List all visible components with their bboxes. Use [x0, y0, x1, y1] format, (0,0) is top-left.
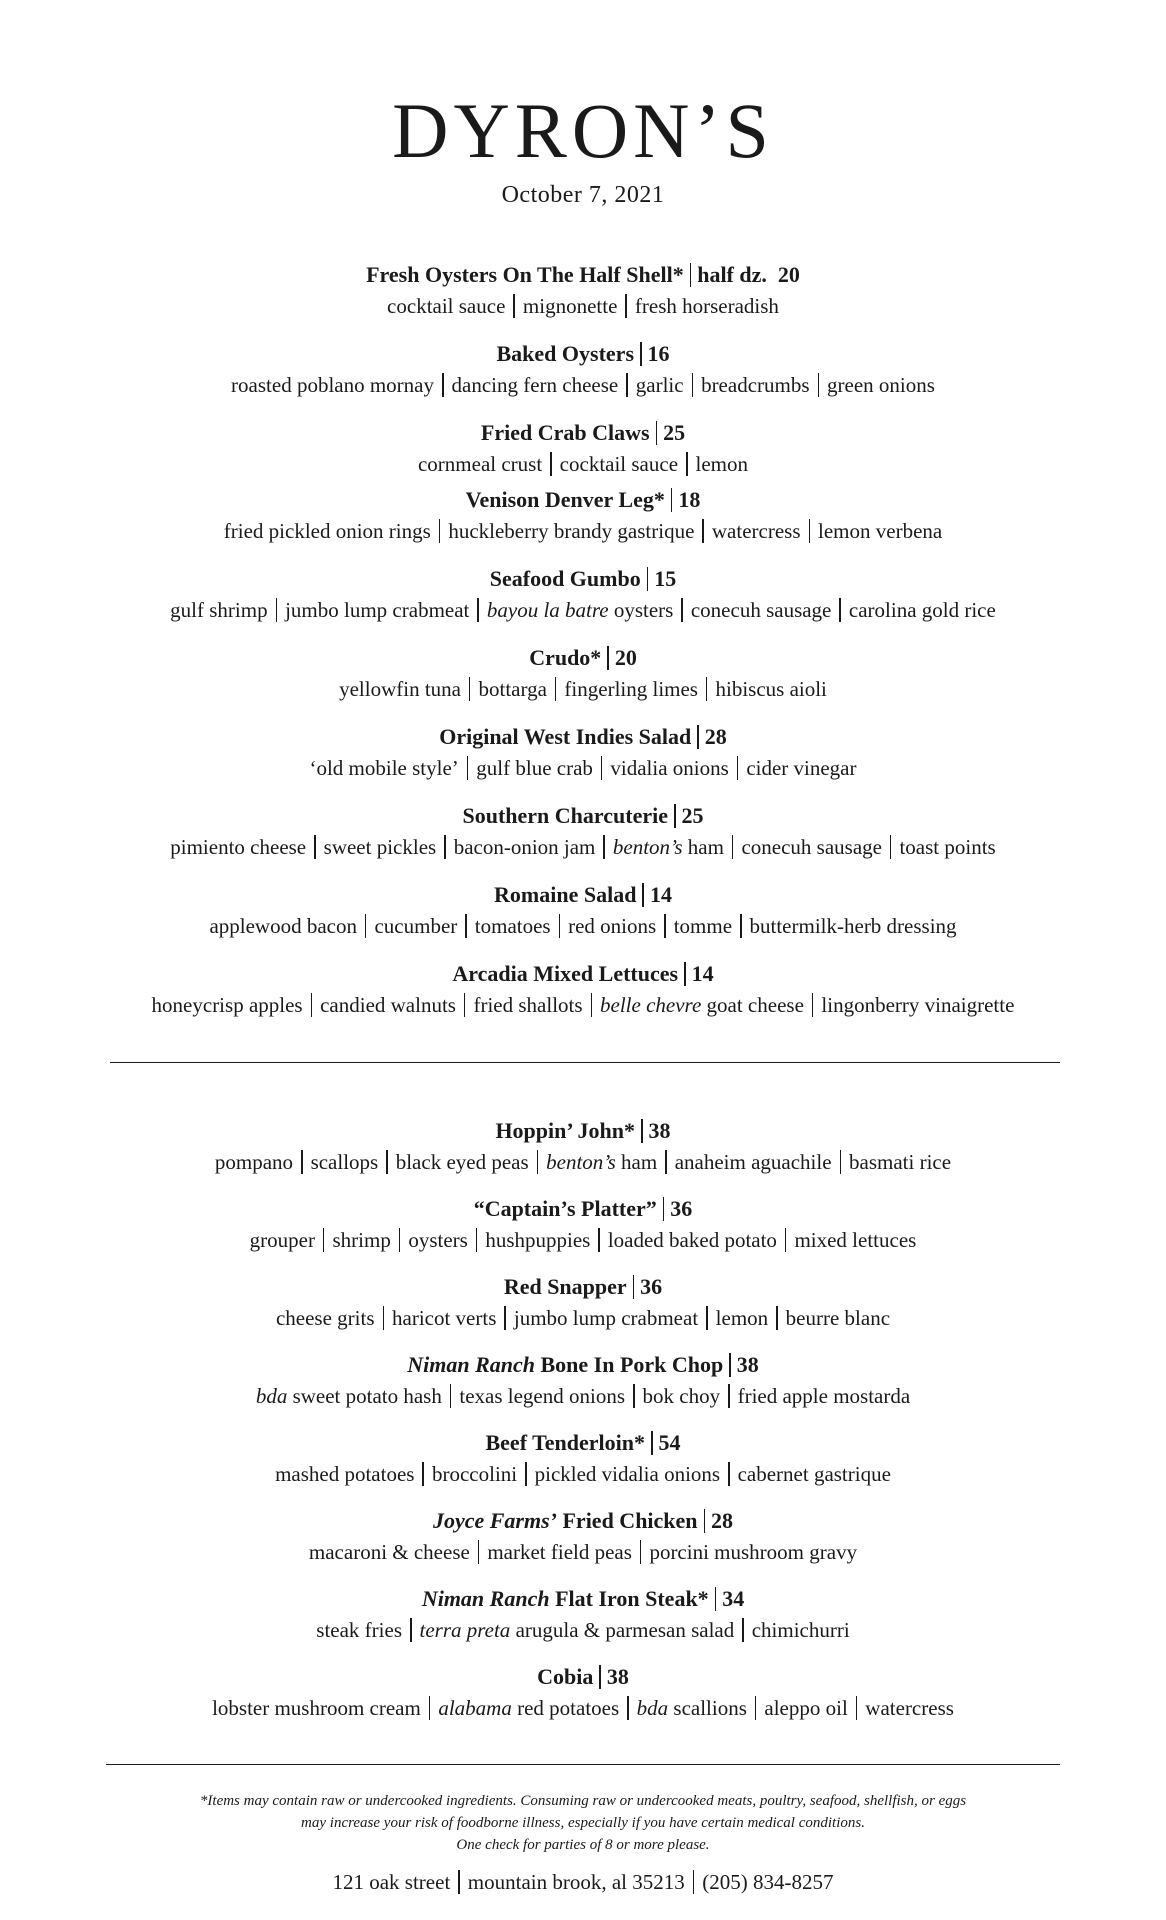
menu-item-southern-charcuterie: [0, 803, 1166, 861]
ingredient: pickled vidalia onions: [534, 1462, 721, 1486]
item-name: “Captain’s Platter”: [473, 1196, 657, 1221]
separator: [732, 835, 734, 859]
ingredient: fingerling limes: [564, 677, 698, 701]
separator: [626, 373, 628, 397]
item-price: 14: [649, 882, 672, 907]
item-name-line: [0, 1196, 1166, 1222]
separator: [598, 1228, 600, 1252]
item-name-line: [0, 1664, 1166, 1690]
separator: [467, 756, 469, 780]
separator: [674, 804, 676, 828]
separator: [627, 1696, 629, 1720]
separator: [663, 1197, 665, 1221]
item-name: Fried Crab Claws: [480, 420, 650, 445]
separator: [429, 1696, 431, 1720]
ingredient: fried pickled onion rings: [223, 519, 431, 543]
item-description: [0, 991, 1166, 1019]
ingredient: lobster mushroom cream: [212, 1696, 421, 1720]
menu-item-fried-crab-claws: [0, 420, 1166, 478]
separator: [422, 1462, 424, 1486]
ingredient: tomatoes: [474, 914, 551, 938]
item-price: 25: [681, 803, 704, 828]
item-description: [0, 450, 1166, 478]
item-name: Crudo*: [529, 645, 602, 670]
separator: [311, 993, 313, 1017]
ingredient: loaded baked potato: [607, 1228, 777, 1252]
ingredient: green onions: [827, 373, 935, 397]
menu-item-cobia: [0, 1664, 1166, 1722]
ingredient: watercress: [711, 519, 801, 543]
item-price: 15: [654, 566, 677, 591]
separator: [399, 1228, 401, 1252]
separator: [740, 914, 742, 938]
item-price: 28: [711, 1508, 734, 1533]
ingredient-origin: benton’s: [546, 1150, 616, 1174]
ingredient-origin: alabama: [438, 1696, 512, 1720]
ingredient-origin: terra preta: [419, 1618, 511, 1642]
ingredient: oysters: [408, 1228, 468, 1252]
separator: [314, 835, 316, 859]
ingredient: honeycrisp apples: [151, 993, 303, 1017]
ingredient: tomme: [673, 914, 733, 938]
ingredient: cheese grits: [275, 1306, 375, 1330]
separator: [513, 294, 515, 318]
disclaimer-line: may increase your risk of foodborne illness, especially if you have certain medical conditions.: [301, 1815, 865, 1831]
separator: [386, 1150, 388, 1174]
item-name-line: [0, 1430, 1166, 1456]
item-description: [0, 1382, 1166, 1410]
ingredient: carolina gold rice: [848, 598, 996, 622]
separator: [504, 1306, 506, 1330]
separator: [706, 1306, 708, 1330]
ingredient: pompano: [214, 1150, 294, 1174]
separator: [690, 263, 692, 287]
item-price: 16: [647, 341, 670, 366]
address-line: [0, 1870, 1166, 1895]
ingredient: lemon: [695, 452, 749, 476]
ingredient: jumbo lump crabmeat: [285, 598, 470, 622]
menu-item-arcadia-lettuces: [0, 961, 1166, 1019]
street-address: 121 oak street: [332, 1870, 451, 1894]
ingredient: toast points: [899, 835, 996, 859]
separator: [603, 835, 605, 859]
menu-item-romaine-salad: [0, 882, 1166, 940]
separator: [715, 1587, 717, 1611]
item-name-line: [0, 341, 1166, 367]
item-name: Baked Oysters: [496, 341, 634, 366]
item-description: [0, 1226, 1166, 1254]
item-name-line: [0, 961, 1166, 987]
ingredient: ham: [621, 1150, 658, 1174]
separator: [625, 294, 627, 318]
ingredient: cucumber: [374, 914, 458, 938]
separator: [737, 756, 739, 780]
item-name-line: [0, 724, 1166, 750]
separator: [665, 1150, 667, 1174]
item-name: Fresh Oysters On The Half Shell*: [366, 262, 684, 287]
separator: [450, 1384, 452, 1408]
ingredient: ‘old mobile style’: [309, 756, 459, 780]
item-name-line: [0, 803, 1166, 829]
item-description: [0, 833, 1166, 861]
menu-item-red-snapper: [0, 1274, 1166, 1332]
separator: [633, 1384, 635, 1408]
item-name: Cobia: [537, 1664, 594, 1689]
separator: [410, 1618, 412, 1642]
ingredient: cabernet gastrique: [737, 1462, 891, 1486]
ingredient: cider vinegar: [746, 756, 857, 780]
ingredient: vidalia onions: [610, 756, 729, 780]
item-price: 28: [704, 724, 727, 749]
disclaimer: [0, 1790, 1166, 1856]
separator: [525, 1462, 527, 1486]
separator: [809, 519, 811, 543]
item-price: 25: [663, 420, 686, 445]
item-name: Beef Tenderloin*: [485, 1430, 645, 1455]
separator: [812, 993, 814, 1017]
ingredient: hushpuppies: [485, 1228, 591, 1252]
ingredient: red potatoes: [517, 1696, 620, 1720]
item-name-line: [0, 1274, 1166, 1300]
ingredient: ham: [687, 835, 724, 859]
menu-item-fresh-oysters: [0, 262, 1166, 320]
item-description: [0, 1616, 1166, 1644]
ingredient: steak fries: [316, 1618, 402, 1642]
item-description: [0, 292, 1166, 320]
item-name-line: [0, 645, 1166, 671]
separator: [681, 598, 683, 622]
item-description: [0, 1304, 1166, 1332]
separator: [301, 1150, 303, 1174]
item-name: Original West Indies Salad: [439, 724, 692, 749]
ingredient: arugula & parmesan salad: [515, 1618, 735, 1642]
menu-item-beef-tenderloin: [0, 1430, 1166, 1488]
ingredient: basmati rice: [849, 1150, 952, 1174]
separator: [728, 1384, 730, 1408]
ingredient: applewood bacon: [209, 914, 357, 938]
item-name-line: [0, 1352, 1166, 1378]
ingredient: broccolini: [431, 1462, 518, 1486]
ingredient: hibiscus aioli: [715, 677, 827, 701]
ingredient: mixed lettuces: [794, 1228, 917, 1252]
section-divider: [110, 1062, 1060, 1063]
item-description: [0, 675, 1166, 703]
ingredient: watercress: [865, 1696, 954, 1720]
separator: [640, 342, 642, 366]
item-name: Red Snapper: [503, 1274, 627, 1299]
item-price: 20: [614, 645, 637, 670]
item-description: [0, 1694, 1166, 1722]
separator: [478, 1540, 480, 1564]
ingredient: fried apple mostarda: [737, 1384, 911, 1408]
separator: [647, 567, 649, 591]
item-name-origin: Joyce Farms’: [432, 1508, 557, 1533]
menu-item-west-indies-salad: [0, 724, 1166, 782]
item-name-line: [0, 1118, 1166, 1144]
ingredient: bok choy: [642, 1384, 721, 1408]
ingredient: mashed potatoes: [275, 1462, 415, 1486]
separator: [686, 452, 688, 476]
separator: [702, 519, 704, 543]
item-price: 36: [640, 1274, 663, 1299]
separator: [671, 488, 673, 512]
separator: [651, 1431, 653, 1455]
item-name-origin: Niman Ranch: [407, 1352, 535, 1377]
ingredient-origin: belle chevre: [600, 993, 702, 1017]
ingredient-origin: bda: [636, 1696, 669, 1720]
separator: [693, 1870, 695, 1894]
separator: [776, 1306, 778, 1330]
separator: [742, 1618, 744, 1642]
menu-date: October 7, 2021: [501, 182, 665, 208]
item-price: 14: [691, 961, 714, 986]
item-name-line: [0, 1508, 1166, 1534]
ingredient: shrimp: [332, 1228, 391, 1252]
disclaimer-line: *Items may contain raw or undercooked ingredients. Consuming raw or undercooked meats, poultry, seafood, shellfish, or eggs: [199, 1793, 967, 1809]
ingredient: huckleberry brandy gastrique: [448, 519, 695, 543]
ingredient: jumbo lump crabmeat: [513, 1306, 699, 1330]
separator: [464, 993, 466, 1017]
separator: [476, 1228, 478, 1252]
separator: [664, 914, 666, 938]
menu-item-venison: [0, 487, 1166, 545]
ingredient: red onions: [568, 914, 657, 938]
ingredient: lingonberry vinaigrette: [821, 993, 1015, 1017]
separator: [559, 914, 561, 938]
ingredient-origin: bda: [255, 1384, 288, 1408]
item-name: Seafood Gumbo: [489, 566, 641, 591]
ingredient: sweet potato hash: [292, 1384, 442, 1408]
item-description: [0, 1538, 1166, 1566]
item-name: Flat Iron Steak*: [555, 1586, 709, 1611]
ingredient: lemon: [715, 1306, 769, 1330]
menu-item-pork-chop: [0, 1352, 1166, 1410]
item-description: [0, 596, 1166, 624]
separator: [840, 1150, 842, 1174]
item-description: [0, 1148, 1166, 1176]
item-name: Fried Chicken: [562, 1508, 698, 1533]
ingredient: goat cheese: [706, 993, 804, 1017]
ingredient: cocktail sauce: [559, 452, 679, 476]
item-name-line: [0, 487, 1166, 513]
separator: [640, 1540, 642, 1564]
item-description: [0, 754, 1166, 782]
separator: [477, 598, 479, 622]
item-description: [0, 1460, 1166, 1488]
separator: [469, 677, 471, 701]
ingredient-origin: bayou la batre: [486, 598, 609, 622]
ingredient: aleppo oil: [764, 1696, 848, 1720]
separator: [444, 835, 446, 859]
disclaimer-line: One check for parties of 8 or more please.: [456, 1837, 710, 1853]
ingredient: pimiento cheese: [170, 835, 307, 859]
ingredient: gulf shrimp: [170, 598, 268, 622]
item-price: 20: [777, 262, 800, 287]
separator: [465, 914, 467, 938]
separator: [607, 646, 609, 670]
footer-divider: [106, 1764, 1060, 1765]
separator: [728, 1462, 730, 1486]
item-name: Venison Denver Leg*: [465, 487, 665, 512]
ingredient: conecuh sausage: [741, 835, 882, 859]
menu-item-hoppin-john: [0, 1118, 1166, 1176]
separator: [439, 519, 441, 543]
separator: [755, 1696, 757, 1720]
separator: [729, 1353, 731, 1377]
separator: [599, 1665, 601, 1689]
ingredient: bacon-onion jam: [453, 835, 596, 859]
separator: [839, 598, 841, 622]
separator: [704, 1509, 706, 1533]
separator: [706, 677, 708, 701]
separator: [537, 1150, 539, 1174]
ingredient: anaheim aguachile: [674, 1150, 832, 1174]
item-price: 38: [736, 1352, 759, 1377]
item-description: [0, 371, 1166, 399]
item-name: Bone In Pork Chop: [540, 1352, 724, 1377]
restaurant-name: DYRON’S: [392, 87, 774, 174]
separator: [818, 373, 820, 397]
ingredient-origin: benton’s: [612, 835, 683, 859]
ingredient: oysters: [613, 598, 674, 622]
ingredient: fresh horseradish: [634, 294, 779, 318]
ingredient: texas legend onions: [459, 1384, 625, 1408]
ingredient: lemon verbena: [818, 519, 943, 543]
ingredient: roasted poblano mornay: [231, 373, 434, 397]
ingredient: mignonette: [522, 294, 618, 318]
ingredient: buttermilk-herb dressing: [749, 914, 957, 938]
item-name-line: [0, 262, 1166, 288]
separator: [641, 1119, 643, 1143]
item-description: [0, 517, 1166, 545]
item-name-line: [0, 1586, 1166, 1612]
ingredient: scallops: [310, 1150, 379, 1174]
separator: [591, 993, 593, 1017]
item-name: Romaine Salad: [494, 882, 637, 907]
ingredient: sweet pickles: [323, 835, 437, 859]
ingredient: haricot verts: [392, 1306, 497, 1330]
ingredient: beurre blanc: [785, 1306, 891, 1330]
item-name: Southern Charcuterie: [462, 803, 669, 828]
menu-item-baked-oysters: [0, 341, 1166, 399]
item-price: 38: [606, 1664, 629, 1689]
item-price: 34: [722, 1586, 745, 1611]
menu-item-seafood-gumbo: [0, 566, 1166, 624]
ingredient: porcini mushroom gravy: [649, 1540, 858, 1564]
item-price: 38: [648, 1118, 671, 1143]
item-price: 54: [658, 1430, 681, 1455]
ingredient: gulf blue crab: [476, 756, 593, 780]
item-portion: half dz.: [697, 262, 767, 287]
separator: [555, 677, 557, 701]
ingredient: yellowfin tuna: [339, 677, 461, 701]
separator: [856, 1696, 858, 1720]
separator: [684, 962, 686, 986]
menu-item-fried-chicken: [0, 1508, 1166, 1566]
menu-item-captains-platter: [0, 1196, 1166, 1254]
separator: [642, 883, 644, 907]
city-address: mountain brook, al 35213: [467, 1870, 685, 1894]
item-name: Hoppin’ John*: [495, 1118, 636, 1143]
item-name-line: [0, 566, 1166, 592]
separator: [365, 914, 367, 938]
phone-number: (205) 834-8257: [702, 1870, 834, 1894]
item-name-line: [0, 882, 1166, 908]
ingredient: bottarga: [478, 677, 547, 701]
item-name: Arcadia Mixed Lettuces: [452, 961, 679, 986]
separator: [442, 373, 444, 397]
item-description: [0, 912, 1166, 940]
ingredient: cocktail sauce: [387, 294, 506, 318]
ingredient: garlic: [635, 373, 684, 397]
ingredient: cornmeal crust: [417, 452, 543, 476]
item-price: 36: [670, 1196, 693, 1221]
separator: [890, 835, 892, 859]
separator: [601, 756, 603, 780]
ingredient: candied walnuts: [320, 993, 456, 1017]
ingredient: chimichurri: [751, 1618, 850, 1642]
item-name-line: [0, 420, 1166, 446]
ingredient: breadcrumbs: [701, 373, 810, 397]
separator: [458, 1870, 460, 1894]
ingredient: macaroni & cheese: [308, 1540, 470, 1564]
ingredient: scallions: [673, 1696, 747, 1720]
separator: [656, 421, 658, 445]
item-name-origin: Niman Ranch: [421, 1586, 550, 1611]
menu-item-crudo: [0, 645, 1166, 703]
separator: [692, 373, 694, 397]
menu-item-flat-iron-steak: [0, 1586, 1166, 1644]
ingredient: grouper: [249, 1228, 315, 1252]
ingredient: black eyed peas: [395, 1150, 529, 1174]
separator: [323, 1228, 325, 1252]
separator: [697, 725, 699, 749]
separator: [633, 1275, 635, 1299]
ingredient: market field peas: [487, 1540, 632, 1564]
ingredient: dancing fern cheese: [451, 373, 619, 397]
separator: [785, 1228, 787, 1252]
separator: [550, 452, 552, 476]
ingredient: fried shallots: [473, 993, 583, 1017]
item-price: 18: [678, 487, 701, 512]
separator: [276, 598, 278, 622]
separator: [383, 1306, 385, 1330]
ingredient: conecuh sausage: [690, 598, 832, 622]
